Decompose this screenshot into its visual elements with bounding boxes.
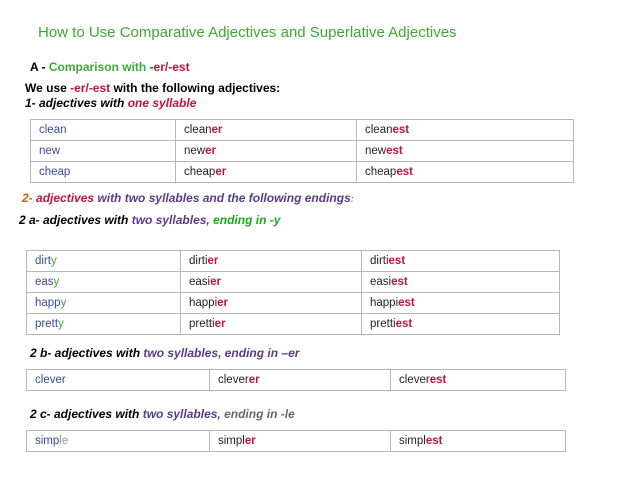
superlative-cell: [362, 314, 560, 335]
base-cell: [27, 293, 181, 314]
base-cell: [27, 272, 181, 293]
section-a-label: Comparison with: [48, 60, 150, 74]
section-a-suffix: -er/-est: [149, 60, 190, 74]
stem: cheap: [184, 166, 216, 178]
stem: happ: [35, 297, 61, 309]
comparative-cell: [176, 141, 357, 162]
suffix: er: [248, 374, 260, 386]
comparative-cell: [210, 431, 391, 452]
superlative-cell: [357, 162, 574, 183]
stem: pretti: [370, 318, 396, 330]
s1-highlight: one syllable: [127, 96, 197, 110]
suffix: est: [386, 145, 403, 157]
base-cell: cheap: [31, 162, 176, 183]
s2a-syl: two syllables: [131, 213, 207, 227]
s2b-ending: ending in –er: [224, 346, 300, 360]
s2-text: with two syllables and the following endings: [94, 191, 351, 205]
intro-text2: with the following adjectives:: [110, 81, 281, 95]
suffix: y: [50, 255, 57, 267]
stem: easi: [189, 276, 211, 288]
suffix: er: [214, 318, 226, 330]
s2-adj: adjectives: [36, 191, 95, 205]
stem: clean: [184, 124, 212, 136]
s2a-ending: ending in -y: [213, 213, 281, 227]
table-row: [27, 251, 560, 272]
suffix: est: [398, 297, 415, 309]
suffix: est: [391, 276, 408, 288]
base-cell: clever: [27, 370, 210, 391]
section-1-heading: [25, 96, 196, 110]
superlative-cell: [357, 120, 574, 141]
comparative-cell: [210, 370, 391, 391]
base-cell: clean: [31, 120, 176, 141]
table-row: [31, 162, 574, 183]
s2a-comma: ,: [206, 213, 214, 227]
s1-text: 1- adjectives with: [25, 96, 128, 110]
s2-colon: :: [350, 194, 354, 204]
suffix: y: [53, 276, 60, 288]
stem: cheap: [365, 166, 397, 178]
table-row: [31, 141, 574, 162]
base-cell: [27, 431, 210, 452]
stem: new: [184, 145, 206, 157]
table-ending-le: [26, 430, 566, 452]
suffix: er: [211, 124, 223, 136]
base-cell: [27, 314, 181, 335]
comparative-cell: [181, 314, 362, 335]
suffix: le: [59, 435, 69, 447]
section-2b-heading: [30, 346, 299, 360]
base-cell: [27, 251, 181, 272]
suffix: est: [395, 318, 413, 330]
s2-num: 2-: [22, 191, 37, 205]
suffix: y: [58, 318, 64, 330]
stem: simp: [35, 435, 60, 447]
suffix: est: [392, 124, 410, 136]
section-2a-heading: [19, 213, 280, 227]
intro-line: [25, 81, 280, 95]
section-2c-heading: [30, 407, 295, 421]
comparative-cell: [181, 272, 362, 293]
comparative-cell: [176, 120, 357, 141]
superlative-cell: [391, 370, 566, 391]
suffix: er: [215, 166, 227, 178]
table-row: [27, 314, 560, 335]
comparative-cell: [181, 251, 362, 272]
stem: simpl: [399, 435, 426, 447]
stem: prett: [35, 318, 59, 330]
s2a-text: 2 a- adjectives with: [19, 213, 132, 227]
stem: pretti: [189, 318, 215, 330]
suffix: er: [207, 255, 219, 267]
comparative-cell: [176, 162, 357, 183]
s2c-comma: ,: [217, 407, 225, 421]
intro-text1: We use: [25, 81, 71, 95]
stem: clever: [399, 374, 430, 386]
stem: dirti: [370, 255, 389, 267]
page-title: How to Use Comparative Adjectives and Superlative Adjectives: [38, 24, 457, 41]
superlative-cell: [362, 293, 560, 314]
stem: eas: [35, 276, 54, 288]
table-row: [27, 272, 560, 293]
suffix: est: [425, 435, 443, 447]
stem: clever: [218, 374, 249, 386]
section-a-heading: [30, 60, 190, 74]
s2c-ending: ending in -le: [224, 407, 295, 421]
table-row: [27, 293, 560, 314]
section-2-heading: [22, 191, 354, 205]
suffix: est: [429, 374, 447, 386]
suffix: est: [388, 255, 406, 267]
s2c-text: 2 c- adjectives with: [30, 407, 143, 421]
stem: dirti: [189, 255, 208, 267]
superlative-cell: [362, 272, 560, 293]
table-row: [27, 431, 566, 452]
s2b-text: 2 b- adjectives with: [30, 346, 144, 360]
stem: clean: [365, 124, 393, 136]
stem: dirt: [35, 255, 51, 267]
suffix: est: [396, 166, 413, 178]
stem: happi: [370, 297, 399, 309]
s2b-syl: two syllables: [143, 346, 219, 360]
table-ending-y: [26, 250, 560, 335]
comparative-cell: [181, 293, 362, 314]
table-one-syllable: [30, 119, 574, 183]
table-row: [31, 120, 574, 141]
superlative-cell: [391, 431, 566, 452]
suffix: er: [217, 297, 229, 309]
table-ending-er: [26, 369, 566, 391]
table-row: [27, 370, 566, 391]
suffix: er: [210, 276, 221, 288]
suffix: er: [244, 435, 256, 447]
superlative-cell: [357, 141, 574, 162]
stem: simpl: [218, 435, 245, 447]
base-cell: new: [31, 141, 176, 162]
s2c-syl: two syllables: [142, 407, 218, 421]
superlative-cell: [362, 251, 560, 272]
s2b-comma: ,: [218, 346, 225, 360]
section-a-prefix: A -: [30, 60, 49, 74]
stem: easi: [370, 276, 392, 288]
stem: new: [365, 145, 387, 157]
stem: happi: [189, 297, 218, 309]
suffix: er: [205, 145, 216, 157]
suffix: y: [60, 297, 67, 309]
intro-suffix: -er/-est: [70, 81, 111, 95]
